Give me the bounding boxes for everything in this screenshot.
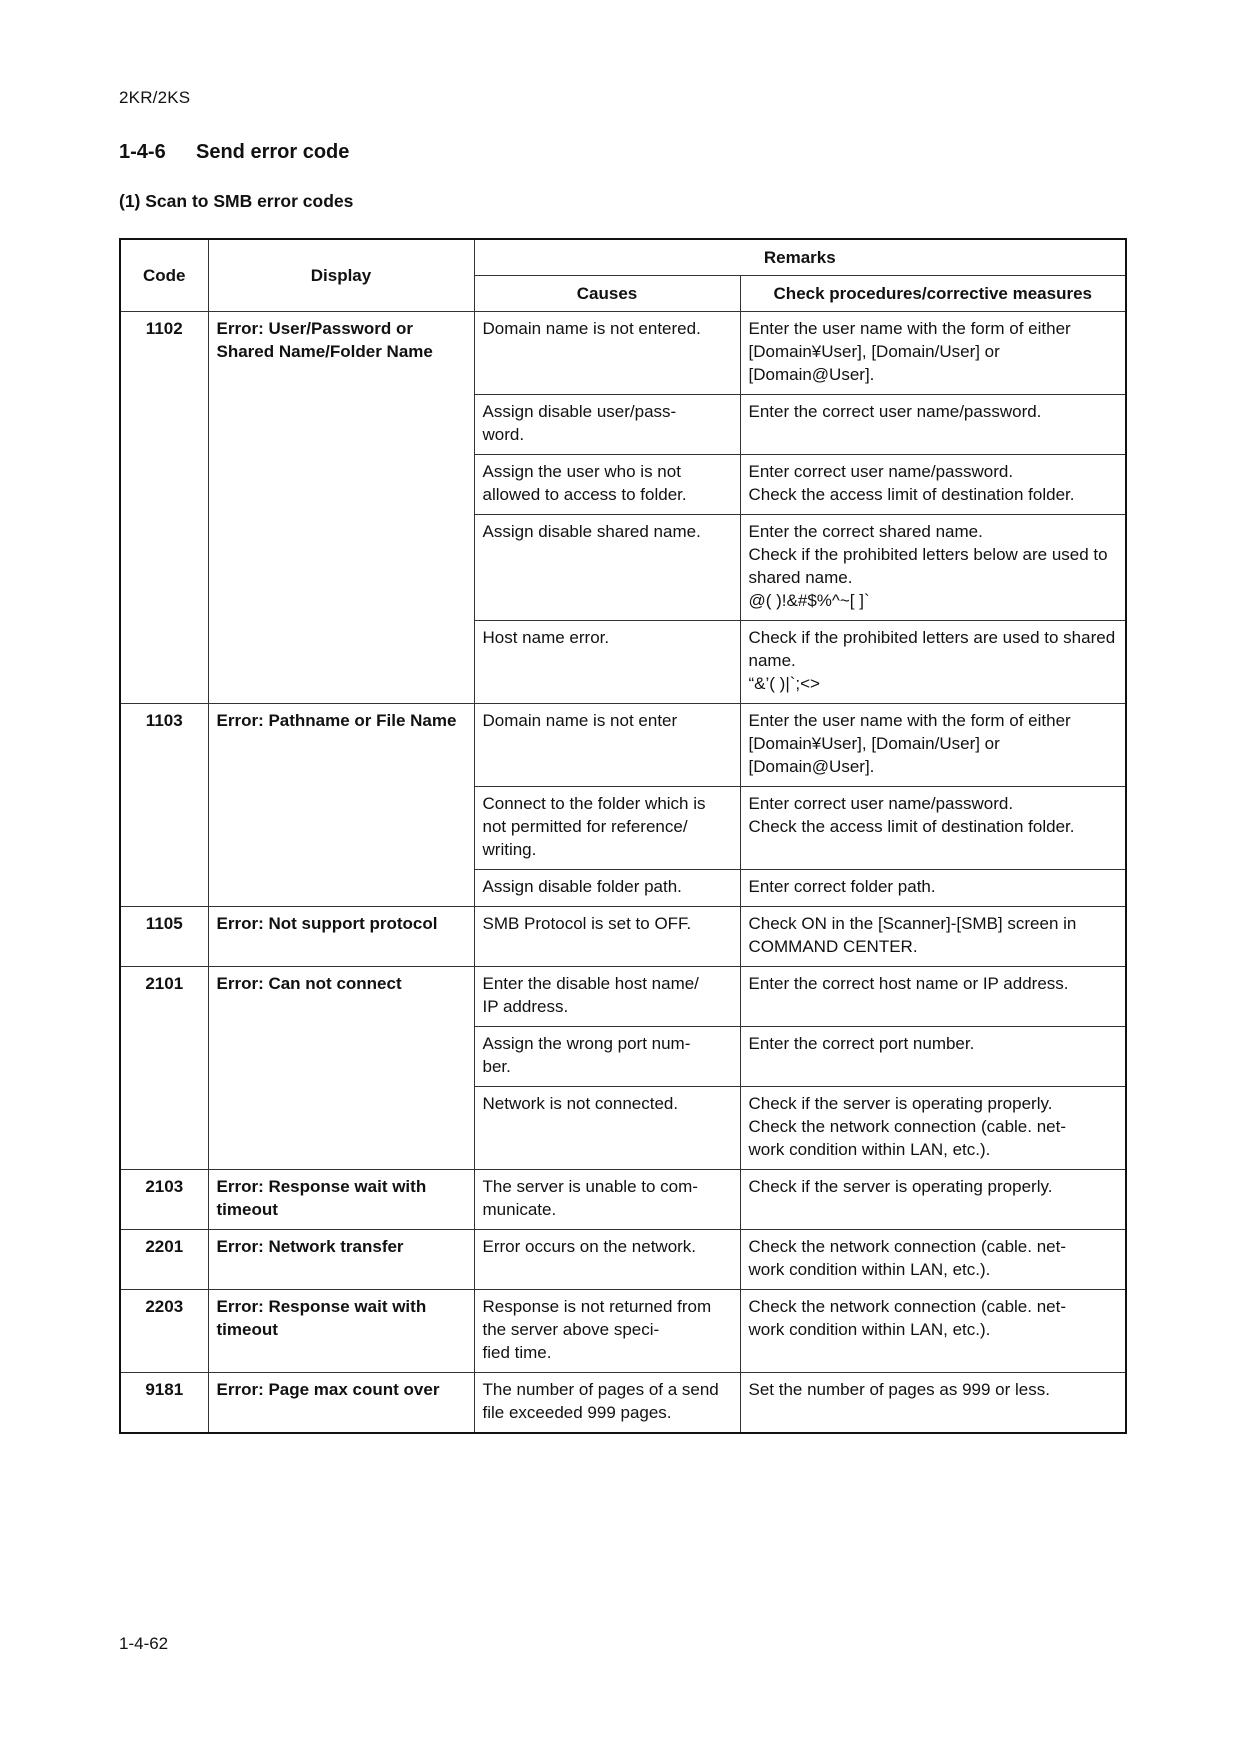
cause-cell: Assign disable folder path. [474,870,740,907]
cause-cell: Network is not connected. [474,1087,740,1170]
check-procedure-cell: Enter the user name with the form of either [Domain¥User], [Domain/User] or [Domain@User]. [740,704,1126,787]
cause-cell: Domain name is not enter [474,704,740,787]
error-display-cell: Error: Page max count over [208,1373,474,1434]
cause-cell: The server is unable to com- municate. [474,1170,740,1230]
error-code-cell: 2201 [120,1230,208,1290]
check-procedure-cell: Check the network connection (cable. net- work condition within LAN, etc.). [740,1230,1126,1290]
error-code-cell: 1103 [120,704,208,907]
check-procedure-cell: Enter the correct user name/password. [740,395,1126,455]
page-header-model: 2KR/2KS [119,88,191,107]
cause-cell: Response is not returned from the server above speci- fied time. [474,1290,740,1373]
error-display-cell: Error: Response wait with timeout [208,1170,474,1230]
table-row [120,907,1126,967]
cause-cell: Assign disable shared name. [474,515,740,621]
check-procedure-cell: Enter the correct host name or IP address. [740,967,1126,1027]
error-code-cell: 2101 [120,967,208,1170]
check-procedure-cell: Check the network connection (cable. net- work condition within LAN, etc.). [740,1290,1126,1373]
cause-cell: Enter the disable host name/ IP address. [474,967,740,1027]
check-procedure-cell: Check if the server is operating properly. Check the network connection (cable. net- work condition within LAN, etc.). [740,1087,1126,1170]
error-code-cell: 9181 [120,1373,208,1434]
table-row [120,1290,1126,1373]
cause-cell: Assign the user who is not allowed to access to folder. [474,455,740,515]
check-procedure-cell: Enter the correct shared name. Check if the prohibited letters below are used to shared name. @( )!&#$%^~[ ]` [740,515,1126,621]
table-row [120,1373,1126,1434]
header-remarks: Remarks [474,239,1126,276]
cause-cell: SMB Protocol is set to OFF. [474,907,740,967]
error-code-cell: 1102 [120,312,208,704]
error-code-cell: 2203 [120,1290,208,1373]
cause-cell: The number of pages of a send file exceeded 999 pages. [474,1373,740,1434]
header-code: Code [120,239,208,312]
table-body [120,312,1126,1434]
cause-cell: Assign disable user/pass- word. [474,395,740,455]
error-display-cell: Error: User/Password or Shared Name/Folder Name [208,312,474,704]
error-code-cell: 1105 [120,907,208,967]
cause-cell: Assign the wrong port num- ber. [474,1027,740,1087]
check-procedure-cell: Enter correct folder path. [740,870,1126,907]
error-display-cell: Error: Network transfer [208,1230,474,1290]
header-display: Display [208,239,474,312]
section-title [119,141,349,164]
check-procedure-cell: Enter correct user name/password. Check the access limit of destination folder. [740,787,1126,870]
table-header-row [120,239,1126,276]
check-procedure-cell: Enter the correct port number. [740,1027,1126,1087]
check-procedure-cell: Enter the user name with the form of either [Domain¥User], [Domain/User] or [Domain@User]. [740,312,1126,395]
error-display-cell: Error: Not support protocol [208,907,474,967]
error-code-table [119,238,1127,1434]
error-display-cell: Error: Response wait with timeout [208,1290,474,1373]
table-row [120,1170,1126,1230]
cause-cell: Domain name is not entered. [474,312,740,395]
check-procedure-cell: Check if the prohibited letters are used to shared name. “&’( )|`;<> [740,621,1126,704]
table-row [120,1230,1126,1290]
table-row [120,704,1126,787]
error-code-cell: 2103 [120,1170,208,1230]
error-display-cell: Error: Can not connect [208,967,474,1170]
header-check: Check procedures/corrective measures [740,276,1126,312]
error-display-cell: Error: Pathname or File Name [208,704,474,907]
subsection-title: (1) Scan to SMB error codes [119,191,354,211]
check-procedure-cell: Set the number of pages as 999 or less. [740,1373,1126,1434]
section-title-text: Send error code [196,141,350,163]
check-procedure-cell: Check ON in the [Scanner]-[SMB] screen in COMMAND CENTER. [740,907,1126,967]
check-procedure-cell: Enter correct user name/password. Check the access limit of destination folder. [740,455,1126,515]
check-procedure-cell: Check if the server is operating properly. [740,1170,1126,1230]
cause-cell: Error occurs on the network. [474,1230,740,1290]
table-row [120,312,1126,395]
section-number: 1-4-6 [119,141,166,163]
page-number: 1-4-62 [119,1634,169,1653]
cause-cell: Connect to the folder which is not permitted for reference/ writing. [474,787,740,870]
table-row [120,967,1126,1027]
header-causes: Causes [474,276,740,312]
cause-cell: Host name error. [474,621,740,704]
